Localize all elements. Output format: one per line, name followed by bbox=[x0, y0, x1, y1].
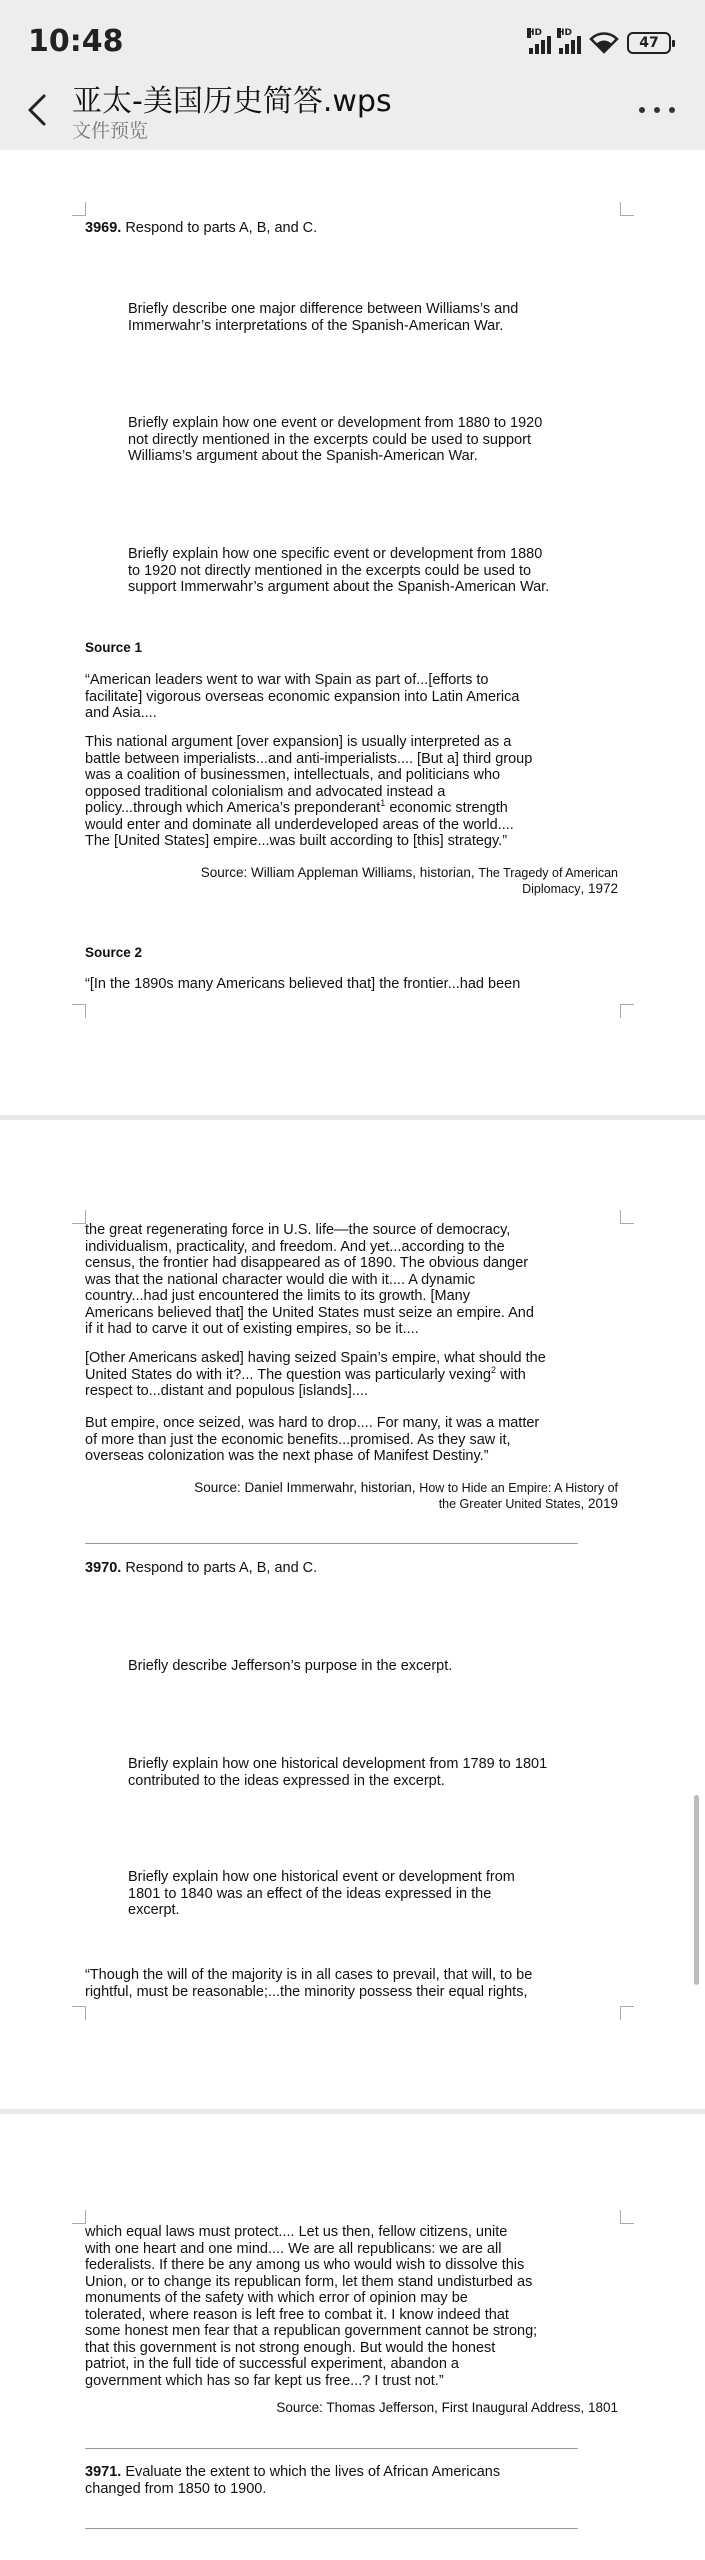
wifi-icon bbox=[589, 32, 619, 54]
source-2-paragraph-3: But empire, once seized, was hard to drop.... For many, it was a matter of more than just the economic benefits...promised. As they saw it, overseas colonization was the next phase of Manifest Destiny.” bbox=[85, 1415, 540, 1464]
document-subtitle: 文件预览 bbox=[72, 120, 149, 142]
document-title: 亚太-美国历史简答.wps bbox=[72, 84, 392, 119]
page-corner-mark bbox=[620, 1210, 634, 1224]
section-divider bbox=[85, 1543, 578, 1544]
jefferson-excerpt-start: “Though the will of the majority is in all cases to prevail, that will, to be rightful, must be reasonable;...the minority possess their equal rights, bbox=[85, 1967, 533, 2000]
section-divider bbox=[85, 2448, 578, 2449]
back-chevron-icon bbox=[18, 82, 58, 138]
document-page-2[interactable] bbox=[0, 1120, 705, 2109]
source-1-citation: Source: William Appleman Williams, historian, The Tragedy of American Diplomacy, 1972 bbox=[200, 865, 618, 896]
scrollbar-thumb[interactable] bbox=[694, 1795, 699, 1985]
status-time: 10:48 bbox=[28, 24, 124, 59]
page-corner-mark bbox=[72, 202, 86, 216]
source-1-label: Source 1 bbox=[85, 640, 143, 655]
source-2-label: Source 2 bbox=[85, 945, 143, 960]
source-1-paragraph-1: “American leaders went to war with Spain as part of...[efforts to facilitate] vigorous overseas economic expansion into Latin America and Asia.... bbox=[85, 672, 520, 721]
back-button[interactable] bbox=[18, 82, 58, 138]
jefferson-excerpt-continued: which equal laws must protect.... Let us then, fellow citizens, unite with one heart and one mind.... We are all republicans: we are all federalists. If there be any among us who would wish to dissolve this Union, or to change its republican form, let them stand undisturbed as monuments of the safety with which error of opinion may be tolerated, where reason is left free to combat it. I know indeed that some honest men fear that a republican government cannot be strong; that this government is not strong enough. But would the honest patriot, in the full tide of successful experiment, abandon a government which has so far kept us free...? I trust not.” bbox=[85, 2224, 538, 2389]
title-bar bbox=[0, 80, 705, 150]
page-corner-mark bbox=[72, 1210, 86, 1224]
document-page-3[interactable] bbox=[0, 2114, 705, 2560]
question-3970-part-b: Briefly explain how one historical development from 1789 to 1801 contributed to the ideas expressed in the excerpt. bbox=[128, 1756, 548, 1789]
page-corner-mark bbox=[72, 2006, 86, 2020]
section-divider bbox=[85, 2528, 578, 2529]
question-3969-part-c: Briefly explain how one specific event or development from 1880 to 1920 not directly mentioned in the excerpts could be used to support Immerwahr’s argument about the Spanish-American War. bbox=[128, 546, 550, 595]
source-2-start: “[In the 1890s many Americans believed that] the frontier...had been bbox=[85, 976, 521, 992]
question-3971-prompt: 3971. Evaluate the extent to which the lives of African Americans changed from 1850 to 1900. bbox=[85, 2464, 501, 2497]
signal-icon: HD bbox=[529, 36, 551, 54]
question-3969-part-b: Briefly explain how one event or development from 1880 to 1920 not directly mentioned in the excerpts could be used to support Williams’s argument about the Spanish-American War. bbox=[128, 415, 543, 464]
page-corner-mark bbox=[72, 2210, 86, 2224]
page-corner-mark bbox=[620, 1004, 634, 1018]
signal-icon-2: HD bbox=[559, 36, 581, 54]
question-3969-part-a: Briefly describe one major difference between Williams’s and Immerwahr’s interpretations of the Spanish-American War. bbox=[128, 301, 519, 334]
source-2-paragraph-1: the great regenerating force in U.S. life—the source of democracy, individualism, practicality, and freedom. And yet...according to the census, the frontier had disappeared as of 1890. The obvious danger was that the national character would die with it.... A dynamic country...had just encountered the limits to its growth. [Many Americans believed that] the United States must seize an empire. And if it had to carve it out of existing empires, so be it.... bbox=[85, 1222, 534, 1337]
more-dot-icon bbox=[669, 107, 675, 113]
question-3970-part-c: Briefly explain how one historical event or development from 1801 to 1840 was an effect of the ideas expressed in the excerpt. bbox=[128, 1869, 515, 1918]
page-corner-mark bbox=[72, 1004, 86, 1018]
document-page-1[interactable] bbox=[0, 150, 705, 1115]
page-corner-mark bbox=[620, 2006, 634, 2020]
status-bar bbox=[0, 0, 705, 80]
more-dot-icon bbox=[639, 107, 645, 113]
battery-icon: 47 bbox=[627, 32, 671, 54]
page-corner-mark bbox=[620, 202, 634, 216]
question-3969-prompt: 3969. Respond to parts A, B, and C. bbox=[85, 220, 318, 236]
jefferson-citation: Source: Thomas Jefferson, First Inaugural Address, 1801 bbox=[276, 2400, 618, 2415]
status-icons bbox=[529, 30, 671, 54]
source-2-paragraph-2: [Other Americans asked] having seized Spain’s empire, what should the United States do with it?... The question was particularly vexing$^2$ with respect to...distant and populous [islands].... bbox=[85, 1350, 546, 1399]
page-corner-mark bbox=[620, 2210, 634, 2224]
question-3970-part-a: Briefly describe Jefferson’s purpose in the excerpt. bbox=[128, 1658, 453, 1674]
source-1-paragraph-2: This national argument [over expansion] is usually interpreted as a battle between imperialists...and anti-imperialists.... [But a] third group was a coalition of businessmen, intellectuals, and politicians who opposed traditional colonialism and advocated instead a policy...through which America’s preponderant$^1$ economic strength would enter and dominate all underdeveloped areas of the world.... The [United States] empire...was built according to [this] strategy.” bbox=[85, 734, 533, 849]
more-options-button[interactable] bbox=[639, 100, 675, 120]
more-dot-icon bbox=[654, 107, 660, 113]
question-3970-prompt: 3970. Respond to parts A, B, and C. bbox=[85, 1560, 318, 1576]
source-2-citation: Source: Daniel Immerwahr, historian, How to Hide an Empire: A History of the Greater United States, 2019 bbox=[194, 1480, 618, 1511]
